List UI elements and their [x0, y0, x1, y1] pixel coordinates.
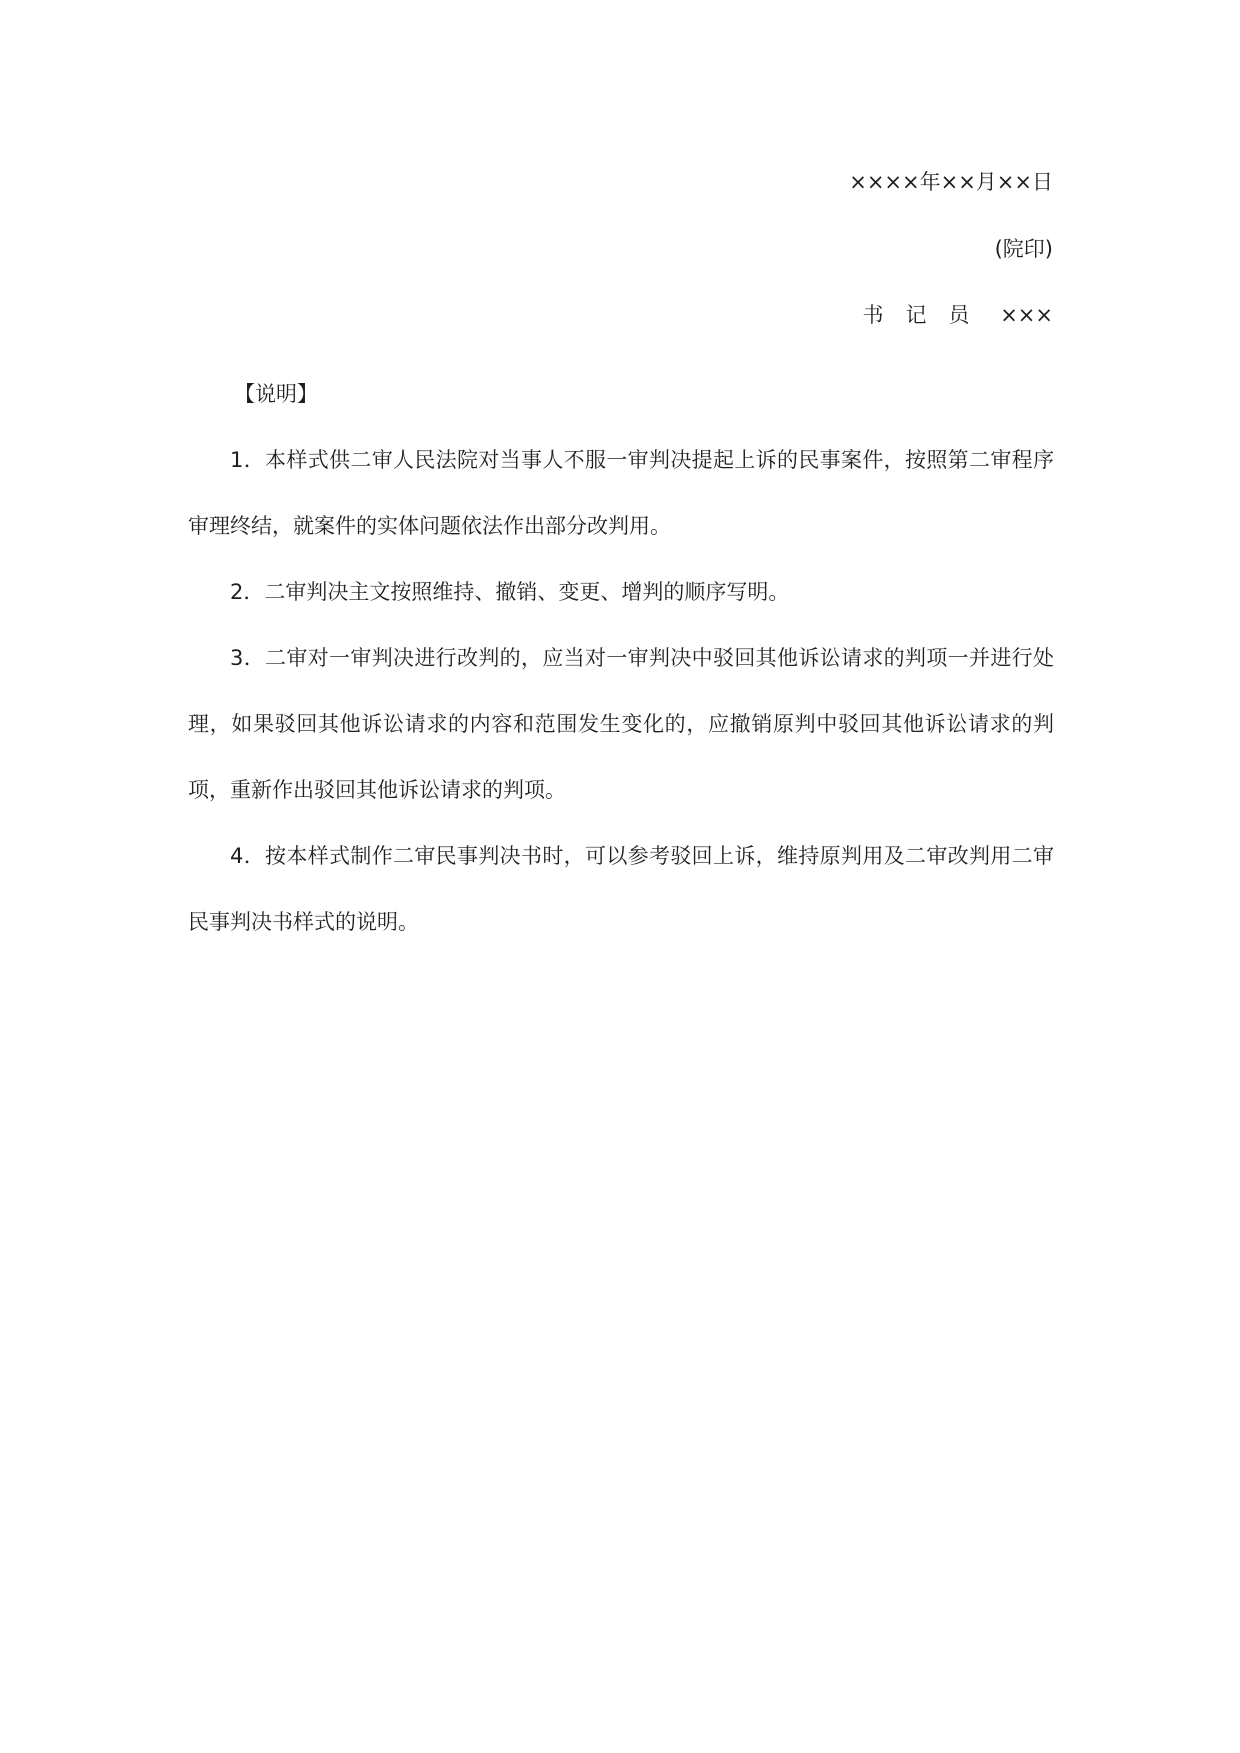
court-seal-placeholder: (院印)	[994, 237, 1053, 261]
signature-date: ××××年××月××日	[849, 170, 1053, 194]
note-item-1: 1．本样式供二审人民法院对当事人不服一审判决提起上诉的民事案件，按照第二审程序审理终结，就案件的实体问题依法作出部分改判用。	[188, 448, 1054, 538]
note-item-3: 3．二审对一审判决进行改判的，应当对一审判决中驳回其他诉讼请求的判项一并进行处理，如果驳回其他诉讼请求的内容和范围发生变化的，应撤销原判中驳回其他诉讼请求的判项，重新作出驳回其他诉讼请求的判项。	[188, 646, 1054, 802]
note-item-4: 4．按本样式制作二审民事判决书时，可以参考驳回上诉，维持原判用及二审改判用二审民事判决书样式的说明。	[188, 844, 1054, 934]
clerk-name: ×××	[1000, 303, 1053, 327]
notes-section	[188, 361, 1054, 955]
note-item-2: 2．二审判决主文按照维持、撤销、变更、增判的顺序写明。	[230, 580, 790, 604]
notes-heading: 【说明】	[234, 382, 318, 406]
clerk-signature-line	[863, 301, 1053, 329]
clerk-label: 书记员	[862, 303, 992, 327]
